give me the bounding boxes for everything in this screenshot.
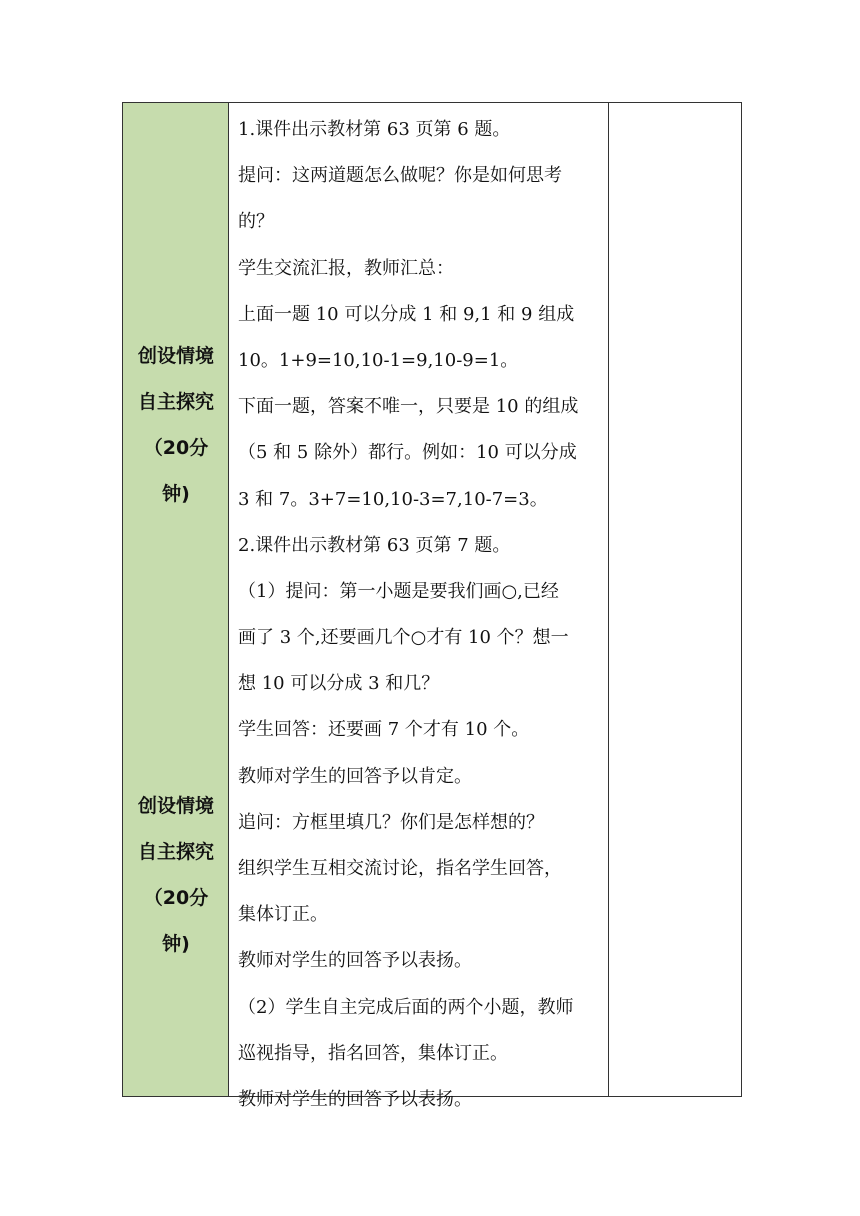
content-line: 1.课件出示教材第 63 页第 6 题。	[238, 119, 511, 140]
content-line: 的？	[238, 211, 274, 233]
content-line: 组织学生互相交流讨论，指名学生回答，	[238, 858, 562, 879]
content-line: 巡视指导，指名回答，集体订正。	[238, 1042, 508, 1064]
stage-label-line: 钟)	[162, 933, 190, 955]
stage-label-line: 创设情境	[137, 345, 214, 367]
notes-column	[609, 103, 741, 1096]
content-line: 教师对学生的回答予以表扬。	[238, 950, 472, 972]
stage-label-top	[123, 333, 229, 517]
stage-column	[123, 103, 229, 1096]
content-line: （2）学生自主完成后面的两个小题，教师	[238, 996, 574, 1018]
stage-label-line: 创设情境	[137, 795, 214, 817]
content-line: 追问：方框里填几？你们是怎样想的？	[238, 811, 544, 833]
stage-label-line: （20分	[143, 437, 209, 459]
lesson-table	[122, 102, 742, 1110]
content-line: 学生交流汇报，教师汇总：	[238, 257, 454, 279]
content-line: 学生回答：还要画 7 个才有 10 个。	[238, 719, 530, 741]
content-line: 下面一题，答案不唯一，只要是 10 的组成	[238, 396, 579, 418]
stage-label-line: （20分	[143, 887, 209, 909]
content-line: 2.课件出示教材第 63 页第 7 题。	[238, 534, 511, 556]
content-line: 想 10 可以分成 3 和几？	[238, 673, 440, 695]
stage-label-line: 钟)	[162, 483, 190, 505]
stage-label-line: 自主探究	[137, 841, 214, 863]
content-line: 3 和 7。3+7=10,10-3=7,10-7=3。	[238, 488, 548, 510]
content-line: 教师对学生的回答予以肯定。	[238, 765, 472, 787]
content-text	[238, 107, 604, 1123]
stage-label-bottom	[123, 783, 229, 967]
content-line: 教师对学生的回答予以表扬。	[238, 1088, 472, 1110]
content-line: （1）提问：第一小题是要我们画○,已经	[238, 580, 559, 602]
content-line: （5 和 5 除外）都行。例如：10 可以分成	[238, 442, 577, 464]
content-column	[229, 103, 609, 1110]
stage-label-line: 自主探究	[137, 391, 214, 413]
content-line: 集体订正。	[238, 904, 328, 926]
content-line: 提问：这两道题怎么做呢？你是如何思考	[238, 165, 562, 187]
content-line: 画了 3 个,还要画几个○才有 10 个？想一	[238, 627, 569, 649]
content-line: 10。1+9=10,10-1=9,10-9=1。	[238, 349, 519, 371]
content-line: 上面一题 10 可以分成 1 和 9,1 和 9 组成	[238, 303, 575, 325]
